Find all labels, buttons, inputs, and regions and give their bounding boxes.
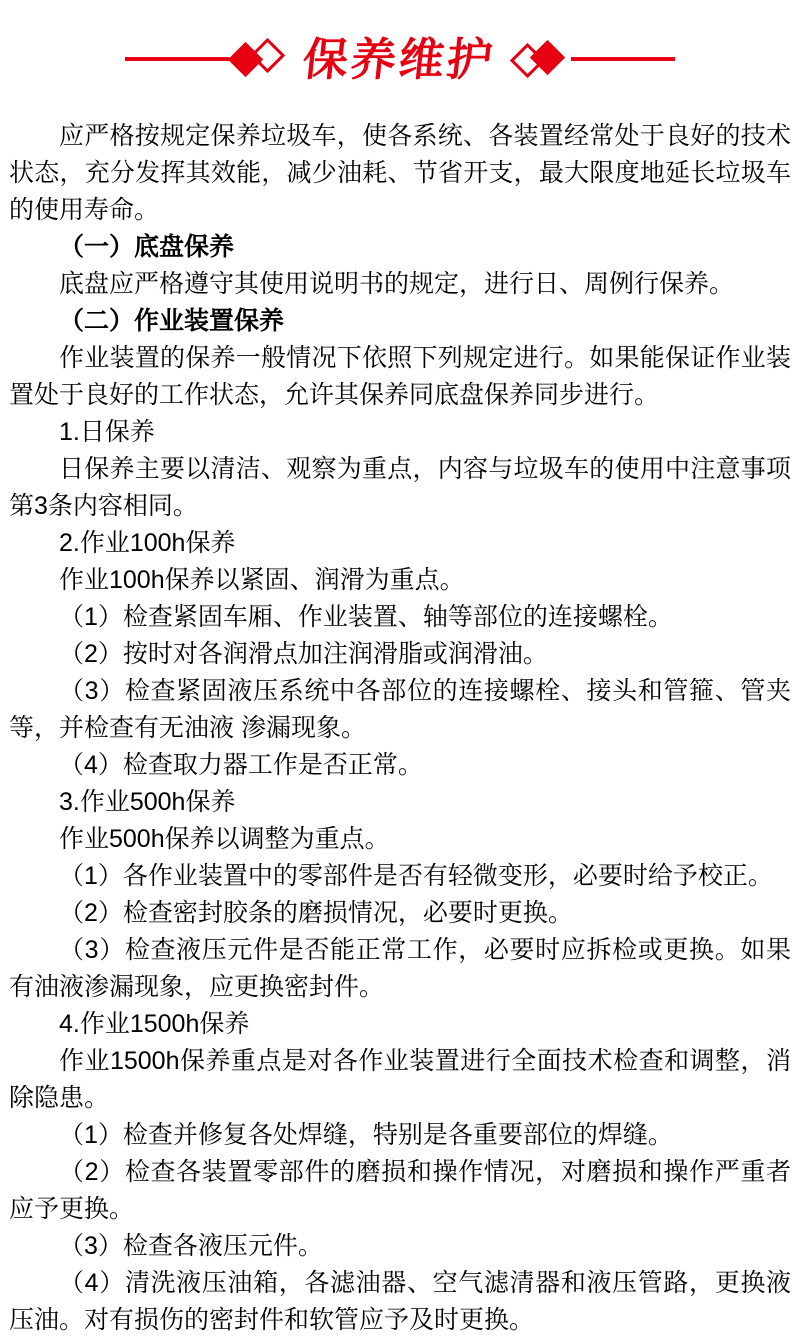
paragraph: 应严格按规定保养垃圾车，使各系统、各装置经常处于良好的技术状态，充分发挥其效能，减少油耗、节省开支，最大限度地延长垃圾车的使用寿命。 (9, 122, 791, 224)
document-content (0, 118, 800, 1339)
title-bar (0, 0, 800, 118)
list-item: （1）检查并修复各处焊缝，特别是各重要部位的焊缝。 (59, 1121, 673, 1149)
section-heading: （二）作业装置保养 (59, 307, 285, 335)
section-heading: （一）底盘保养 (59, 233, 235, 261)
paragraph: 作业500h保养以调整为重点。 (59, 825, 390, 853)
page-title: 保养维护 (300, 33, 498, 85)
paragraph: 日保养主要以清洁、观察为重点，内容与垃圾车的使用中注意事项第3条内容相同。 (9, 455, 791, 520)
list-item: （2）检查密封胶条的磨损情况，必要时更换。 (59, 899, 573, 927)
list-item: 2.作业100h保养 (59, 529, 236, 557)
list-item: 4.作业1500h保养 (59, 1010, 250, 1038)
paragraph: 作业1500h保养重点是对各作业装置进行全面技术检查和调整，消除隐患。 (9, 1047, 791, 1112)
list-item: （3）检查液压元件是否能正常工作，必要时应拆检或更换。如果有油液渗漏现象，应更换密封件。 (9, 936, 791, 1001)
list-item: 1.日保养 (59, 418, 155, 446)
paragraph: 作业100h保养以紧固、润滑为重点。 (59, 566, 465, 594)
list-item: （3）检查各液压元件。 (59, 1232, 323, 1260)
paragraph: 底盘应严格遵守其使用说明书的规定，进行日、周例行保养。 (59, 270, 735, 298)
list-item: （2）检查各装置零部件的磨损和操作情况，对磨损和操作严重者应予更换。 (9, 1158, 791, 1223)
paragraph: 作业装置的保养一般情况下依照下列规定进行。如果能保证作业装置处于良好的工作状态，允许其保养同底盘保养同步进行。 (9, 344, 791, 409)
diamond-decoration-right (509, 33, 571, 85)
diamond-decoration-left (229, 33, 291, 85)
list-item: 3.作业500h保养 (59, 788, 236, 816)
divider-line-left (125, 57, 229, 61)
list-item: （1）检查紧固车厢、作业装置、轴等部位的连接螺栓。 (59, 603, 673, 631)
list-item: （3）检查紧固液压系统中各部位的连接螺栓、接头和管箍、管夹等，并检查有无油液 渗漏现象。 (9, 677, 791, 742)
list-item: （2）按时对各润滑点加注润滑脂或润滑油。 (59, 640, 548, 668)
divider-line-right (571, 57, 675, 61)
list-item: （1）各作业装置中的零部件是否有轻微变形，必要时给予校正。 (59, 862, 773, 890)
list-item: （4）清洗液压油箱，各滤油器、空气滤清器和液压管路，更换液压油。对有损伤的密封件和软管应予及时更换。 (9, 1269, 791, 1334)
list-item: （4）检查取力器工作是否正常。 (59, 751, 423, 779)
